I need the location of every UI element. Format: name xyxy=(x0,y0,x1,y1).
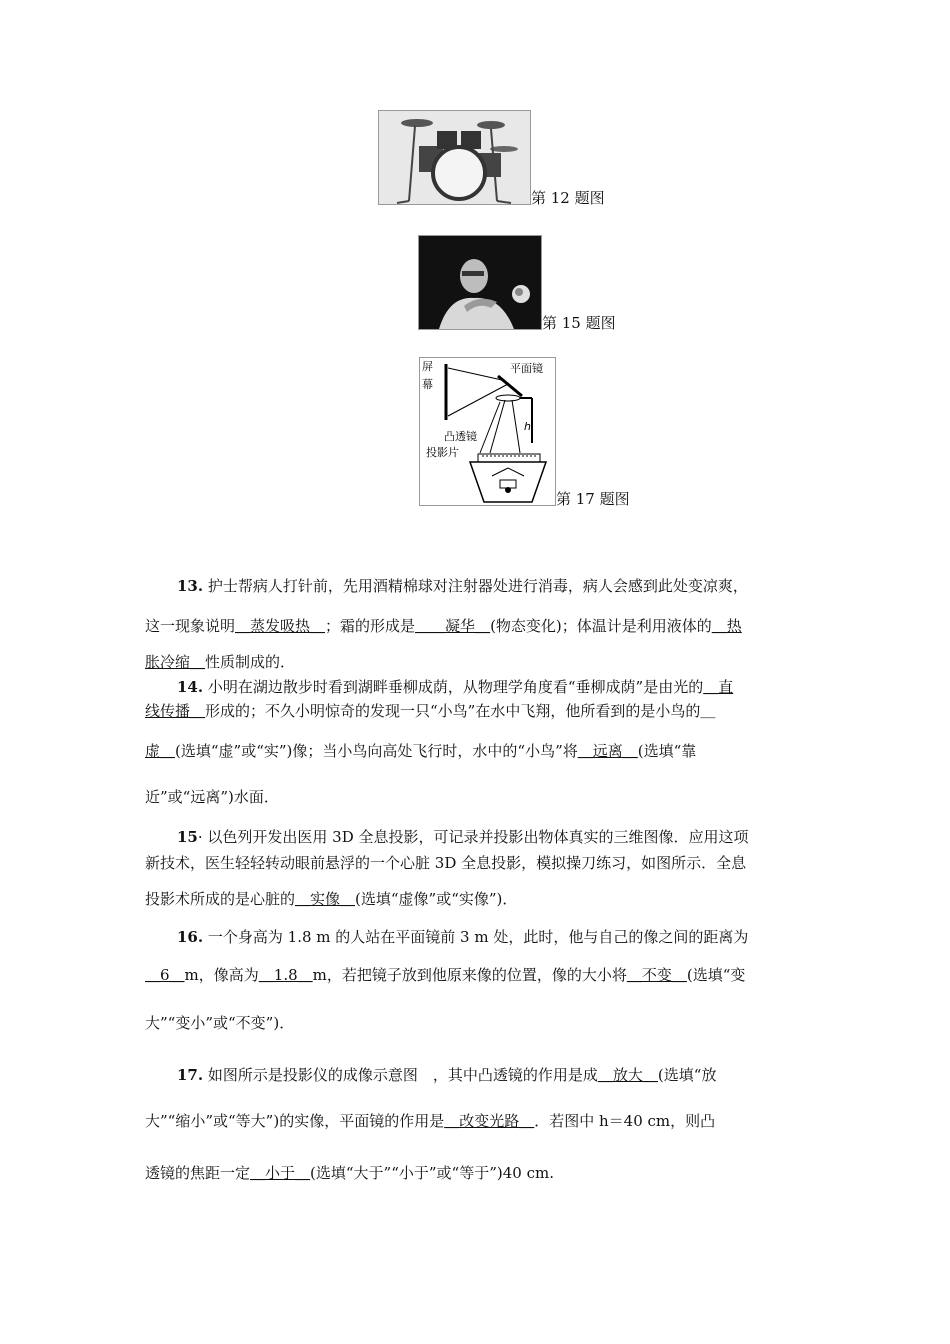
label-screen-2: 幕 xyxy=(422,378,433,391)
answer-blank: 虚＿ xyxy=(145,742,176,760)
answer-blank: ＿＿凝华＿ xyxy=(415,617,491,635)
answer-blank: ＿改变光路＿ xyxy=(444,1112,535,1130)
figure-15 xyxy=(418,235,616,330)
hologram-photo-icon xyxy=(419,236,541,329)
figure-12 xyxy=(378,110,605,205)
label-mirror: 平面镜 xyxy=(510,362,543,375)
label-screen-1: 屏 xyxy=(422,360,433,373)
answer-blank: ＿蒸发吸热＿ xyxy=(235,617,326,635)
answer-blank: ＿6＿ xyxy=(145,966,185,984)
answer-blank: ＿实像＿ xyxy=(295,890,356,908)
question-number: 16. xyxy=(177,928,204,946)
question-number: 13. xyxy=(177,577,204,595)
label-lens: 凸透镜 xyxy=(444,430,477,443)
label-h: h xyxy=(524,420,531,433)
projector-diagram-svg xyxy=(420,358,555,505)
question-number: 17. xyxy=(177,1066,204,1084)
answer-blank: ＿放大＿ xyxy=(597,1066,658,1084)
answer-blank: ＿不变＿ xyxy=(626,966,687,984)
figure-15-caption: 第 15 题图 xyxy=(542,314,616,332)
answer-blank: ＿热 xyxy=(711,617,742,635)
drum-kit-icon xyxy=(379,111,530,204)
figure-17-caption: 第 17 题图 xyxy=(556,490,630,508)
question-number: 15 xyxy=(177,828,198,846)
answer-blank: ＿小于＿ xyxy=(250,1164,311,1182)
drum-kit-image xyxy=(378,110,531,205)
answer-blank: ＿直 xyxy=(703,678,734,696)
answer-blank: 胀冷缩＿ xyxy=(145,653,206,671)
hologram-photo xyxy=(418,235,542,330)
answer-blank: ＿远离＿ xyxy=(577,742,638,760)
answer-blank: ＿1.8＿ xyxy=(258,966,313,984)
projector-diagram xyxy=(419,357,556,506)
figure-17 xyxy=(419,357,630,506)
figure-12-caption: 第 12 题图 xyxy=(531,189,605,207)
label-slide: 投影片 xyxy=(426,446,459,459)
answer-blank: 线传播＿ xyxy=(145,702,206,720)
question-number: 14. xyxy=(177,678,204,696)
